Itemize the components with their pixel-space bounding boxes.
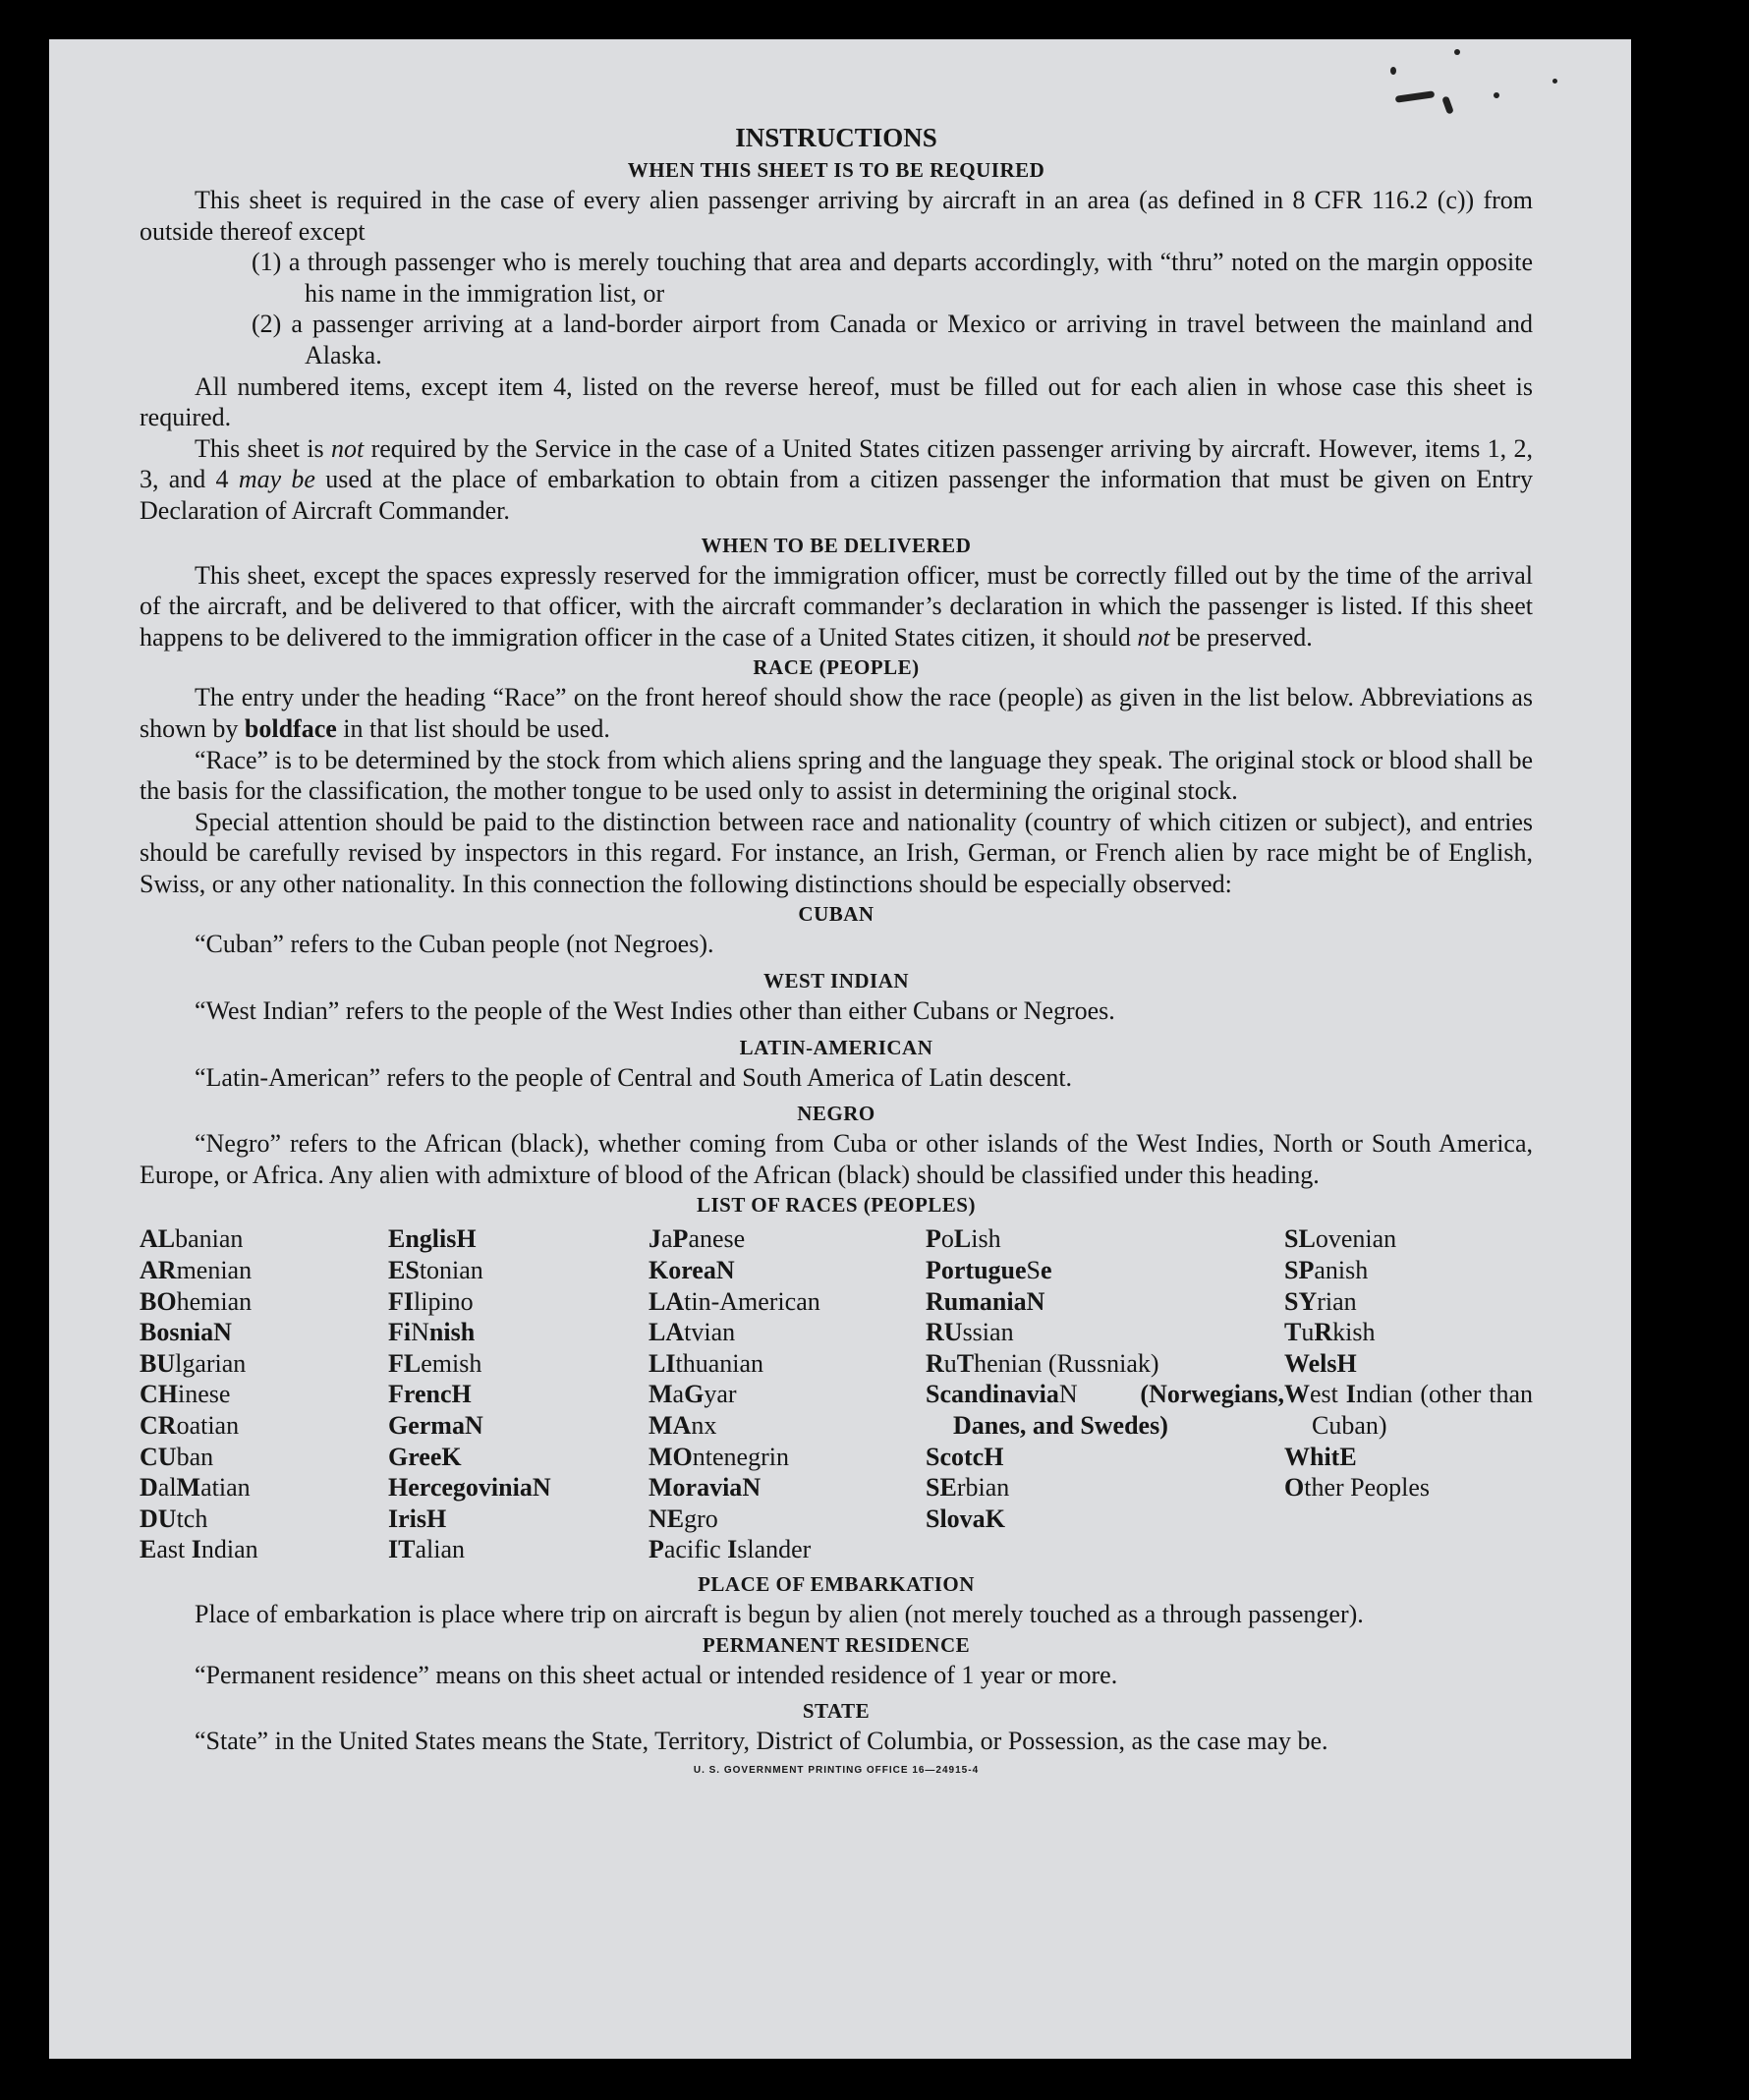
race-entry: JaPanese <box>649 1224 746 1254</box>
ink-speck <box>1454 49 1460 55</box>
list-item: (2) a passenger arriving at a land-border airport from Canada or Mexico or arriving in travel between the mainland and Alaska. <box>252 310 1534 369</box>
race-entry: PortugueSe <box>926 1256 1052 1285</box>
paragraph: This sheet is not required by the Service in the case of a United States citizen passenger arriving by aircraft. However, items 1, 2, 3, and 4 may be used at the place of embarkation to obtain from a citizen passenger the information that must be given on Entry Declaration of Aircraft Commander. <box>140 433 1534 525</box>
race-column <box>926 1223 1284 1565</box>
paragraph: “Permanent residence” means on this sheet actual or intended residence of 1 year or more. <box>195 1660 1118 1689</box>
page-title: INSTRUCTIONS <box>735 123 937 152</box>
race-entry: PoLish <box>926 1224 1001 1254</box>
race-column <box>140 1223 388 1565</box>
race-entry: MaGyar <box>649 1380 737 1409</box>
pen-mark <box>1395 90 1436 102</box>
list-item: (1) a through passenger who is merely touching that area and departs accordingly, with “thru” noted on the margin opposite his name in the immigration list, or <box>252 248 1533 308</box>
paragraph: “Negro” refers to the African (black), whether coming from Cuba or other islands of the West Indies, North or South America, Europe, or Africa. Any alien with admixture of blood of the African (black) should be classified under this heading. <box>140 1129 1533 1189</box>
section-heading-embarkation: PLACE OF EMBARKATION <box>698 1571 975 1596</box>
race-entry: SYrian <box>1284 1286 1357 1316</box>
race-entry: DalMatian <box>140 1473 251 1503</box>
race-entry: BOhemian <box>140 1286 253 1316</box>
race-entry: MAnx <box>649 1411 717 1440</box>
race-entry: RumaniaN <box>926 1286 1045 1316</box>
race-entry: ScandinaviaN (Norwegians, Danes, and Swedes) <box>926 1380 1284 1440</box>
pen-mark <box>1441 95 1454 114</box>
race-entry: Pacific Islander <box>649 1535 812 1564</box>
race-entry: Other Peoples <box>1284 1473 1431 1503</box>
race-entry: FrencH <box>388 1380 472 1409</box>
race-entry: LAtin-American <box>649 1286 820 1316</box>
race-entry: TuRkish <box>1284 1318 1376 1347</box>
paragraph: This sheet, except the spaces expressly reserved for the immigration officer, must be correctly filled out by the time of the arrival of the aircraft, and be delivered to that officer, with the aircraft commander’s declaration in which the passenger is listed. If this sheet happens to be delivered to the immigration officer in the case of a United States citizen, it should not be preserved. <box>140 560 1533 652</box>
race-entry: RuThenian (Russniak) <box>926 1348 1159 1378</box>
race-entry: SLovenian <box>1284 1224 1397 1254</box>
race-entry: SErbian <box>926 1473 1010 1503</box>
race-entry: BosniaN <box>140 1318 232 1347</box>
race-entry: ITalian <box>388 1535 465 1564</box>
section-heading-residence: PERMANENT RESIDENCE <box>702 1632 971 1657</box>
paragraph: All numbered items, except item 4, listed on the reverse hereof, must be filled out for each alien in whose case this sheet is required. <box>140 371 1533 432</box>
race-entry: CUban <box>140 1442 214 1471</box>
paragraph: The entry under the heading “Race” on the front hereof should show the race (people) as given in the list below. Abbreviations as shown by boldface in that list should be used. <box>140 683 1533 743</box>
race-entry: FIlipino <box>388 1286 474 1316</box>
race-entry: WelsH <box>1284 1348 1357 1378</box>
ink-speck <box>1390 67 1396 75</box>
race-entry: EStonian <box>388 1256 483 1285</box>
race-entry: DUtch <box>140 1504 208 1533</box>
race-entry: HercegoviniaN <box>388 1473 551 1503</box>
section-heading-negro: NEGRO <box>797 1102 875 1126</box>
paragraph: “State” in the United States means the State, Territory, District of Columbia, or Possession, as the case may be. <box>195 1727 1328 1756</box>
section-heading-west-indian: WEST INDIAN <box>762 969 910 993</box>
race-entry: West Indian (other than Cuban) <box>1284 1380 1534 1440</box>
race-entry: SlovaK <box>926 1504 1005 1533</box>
section-heading-state: STATE <box>802 1699 871 1724</box>
race-entry: East Indian <box>140 1535 258 1564</box>
document-sheet <box>49 39 1631 2059</box>
section-heading-list-of-races: LIST OF RACES (PEOPLES) <box>697 1193 976 1218</box>
race-entry: GermaN <box>388 1411 483 1440</box>
section-heading-race: RACE (PEOPLE) <box>753 655 920 680</box>
ink-speck <box>1552 79 1557 84</box>
printer-imprint: U. S. GOVERNMENT PRINTING OFFICE 16—24915-4 <box>693 1764 980 1776</box>
race-entry: ALbanian <box>140 1224 244 1254</box>
section-heading-cuban: CUBAN <box>798 902 874 927</box>
paragraph: “Race” is to be determined by the stock from which aliens spring and the language they speak. The original stock or blood shall be the basis for the classification, the mother tongue to be used only to assist in determining the original stock. <box>140 745 1533 806</box>
race-entry: MoraviaN <box>649 1473 762 1503</box>
race-entry: RUssian <box>926 1318 1014 1347</box>
section-heading-latin-american: LATIN-AMERICAN <box>739 1035 933 1059</box>
paragraph: “West Indian” refers to the people of the West Indies other than either Cubans or Negroes. <box>195 996 1115 1026</box>
race-entry: WhitE <box>1284 1442 1357 1471</box>
race-entry: IrisH <box>388 1504 447 1533</box>
race-entry: CRoatian <box>140 1411 240 1440</box>
race-entry: BUlgarian <box>140 1348 247 1378</box>
race-entry: MOntenegrin <box>649 1442 789 1471</box>
section-heading-required: WHEN THIS SHEET IS TO BE REQUIRED <box>627 158 1045 182</box>
race-entry: NEgro <box>649 1504 718 1533</box>
paragraph: This sheet is required in the case of every alien passenger arriving by aircraft in an area (as defined in 8 CFR 116.2 (c)) from outside thereof except <box>140 186 1533 246</box>
paragraph: Special attention should be paid to the distinction between race and nationality (country of which citizen or subject), and entries should be carefully revised by inspectors in this regard. For instance, an Irish, German, or French alien by race might be of English, Swiss, or any other nationality. In this connection the following distinctions should be especially observed: <box>140 807 1533 898</box>
ink-speck <box>1494 92 1499 98</box>
race-column <box>649 1223 926 1565</box>
paragraph: Place of embarkation is place where trip on aircraft is begun by alien (not merely touched as a through passenger). <box>195 1599 1364 1628</box>
document-body <box>140 120 1533 1776</box>
race-entry: SPanish <box>1284 1256 1369 1285</box>
race-entry: KoreaN <box>649 1256 735 1285</box>
race-entry: EnglisH <box>388 1224 477 1254</box>
race-entry: FiNnish <box>388 1318 476 1347</box>
race-entry: FLemish <box>388 1348 482 1378</box>
race-list <box>140 1223 1533 1565</box>
paragraph: “Latin-American” refers to the people of Central and South America of Latin descent. <box>195 1062 1073 1092</box>
race-entry: CHinese <box>140 1380 231 1409</box>
race-column <box>1284 1223 1533 1565</box>
section-heading-delivered: WHEN TO BE DELIVERED <box>701 533 972 557</box>
race-entry: LAtvian <box>649 1318 736 1347</box>
race-entry: GreeK <box>388 1442 462 1471</box>
paragraph: “Cuban” refers to the Cuban people (not Negroes). <box>195 930 714 959</box>
race-entry: ARmenian <box>140 1256 253 1285</box>
race-entry: ScotcH <box>926 1442 1004 1471</box>
race-entry: LIthuanian <box>649 1348 763 1378</box>
race-column <box>388 1223 649 1565</box>
